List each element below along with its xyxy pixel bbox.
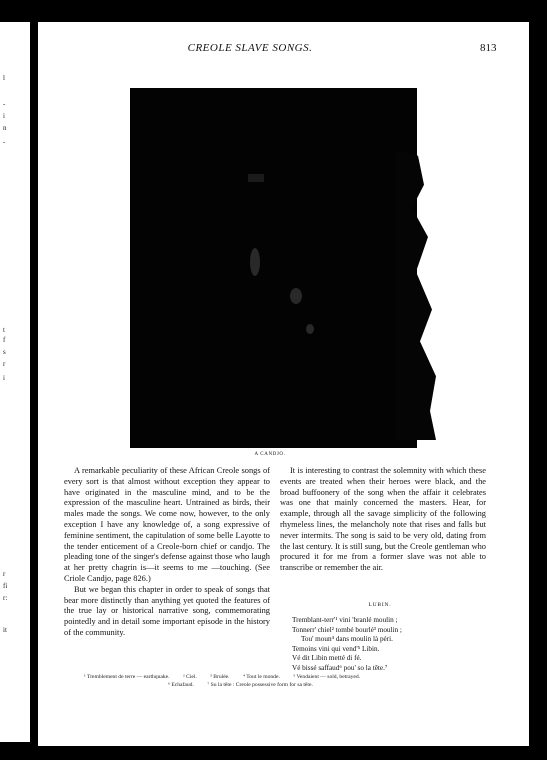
margin-fragment: s: [3, 348, 6, 356]
paragraph: It is interesting to contrast the solemnity with which these events are treated when their heroes were black, and the broad buffoonery of the song when the affair it celebrates was one that mainly concerned the masters. Hear, for example, through all the savage simplicity of the following rhymeless lines, the melancholy note that rises and falls but never intermits. The song is said to be very old, dating from the last century. It is still sung, but the Creole gentleman who procured it for me from a former slave was not able to transcribe or remember the air.: [280, 466, 486, 573]
verse-line: Tou' moun⁴ dans moulin là péri.: [301, 635, 393, 644]
footnote-row: [84, 682, 504, 690]
margin-fragment: r:: [3, 594, 8, 602]
figure-highlight: [306, 324, 314, 334]
footnote-row: [84, 674, 504, 682]
verse-line: Vé bissé saffaud⁶ pou' so la tête.⁷: [292, 663, 388, 672]
footnote: ⁵ Vendaient — sold, betrayed.: [293, 674, 361, 680]
verse-line: Temoins vini qui vend'⁵ Libin.: [292, 644, 380, 653]
footnote: ⁴ Tout le monde.: [242, 674, 280, 680]
footnote: ⁷ Su la tête : Creole possessive form for sa tête.: [207, 681, 313, 688]
margin-fragment: t: [3, 326, 5, 334]
footnote: ² Ciel.: [182, 674, 197, 680]
scan-border-bottom: [38, 746, 547, 760]
scan-border-top: [38, 0, 547, 22]
margin-fragment: -: [3, 100, 6, 108]
margin-fragment: l: [3, 74, 5, 82]
footnote: ¹ Tremblement de terre — earthquake.: [84, 674, 170, 680]
verse-line: Tremblant-terr'¹ vini 'branlé moulin ;: [292, 616, 398, 624]
song-title: LUBIN.: [368, 602, 392, 608]
running-head: CREOLE SLAVE SONGS.: [187, 42, 313, 54]
candjo-illustration: [130, 88, 417, 448]
page-number: 813: [480, 42, 497, 54]
figure-caption: A CANDJO.: [254, 452, 286, 457]
margin-fragment: f: [3, 336, 6, 344]
figure-highlight: [290, 288, 302, 304]
margin-fragment: r: [3, 360, 6, 368]
figure-highlight: [250, 248, 260, 276]
margin-fragment: -: [3, 138, 6, 146]
footnote: ³ Brulée.: [210, 674, 230, 680]
footnotes: [84, 674, 504, 689]
scan-border-right: [529, 0, 547, 760]
margin-fragment: n: [3, 124, 7, 132]
song-verse: [292, 616, 492, 674]
figure-hat-shape: [248, 174, 264, 182]
margin-fragment: it: [3, 626, 7, 634]
adjacent-page-edge: [0, 22, 30, 742]
margin-fragment: r: [3, 570, 6, 578]
margin-fragment: fi: [3, 582, 8, 590]
paragraph: A remarkable peculiarity of these African Creole songs of every sort is that almost without exception they appear to have originated in the masculine mind, and to be the expression of the masculine heart. Untrained as birds, their males made the songs. We come now, however, to the only exception I have any knowledge of, a song expressive of feminine sentiment, the capitulation of some belle Layotte to the tender enticement of a Creole-born chief or candjo. The pleading tone of the singer's defense against those who laugh at her pretty chagrin is—it seems to me —touching. (See Criole Candjo, page 826.): [64, 466, 270, 583]
right-text-column: [280, 466, 486, 574]
footnote: ⁶ Echafaud.: [168, 681, 194, 688]
verse-line: Tonnerr' chiel² tombé bourlé³ moulin ;: [292, 625, 402, 634]
margin-fragment: i: [3, 374, 5, 382]
margin-fragment: i: [3, 112, 5, 120]
verse-line: Vé dit Libin metté di fé.: [292, 654, 362, 663]
paragraph: But we began this chapter in order to speak of songs that bear more distinctly than anything yet quoted the features of the true lay or historical narrative song, commemorating pointedly and in detail some important episode in the history of the community.: [64, 584, 270, 637]
left-text-column: [64, 466, 270, 639]
scan-border-left: [0, 0, 38, 760]
